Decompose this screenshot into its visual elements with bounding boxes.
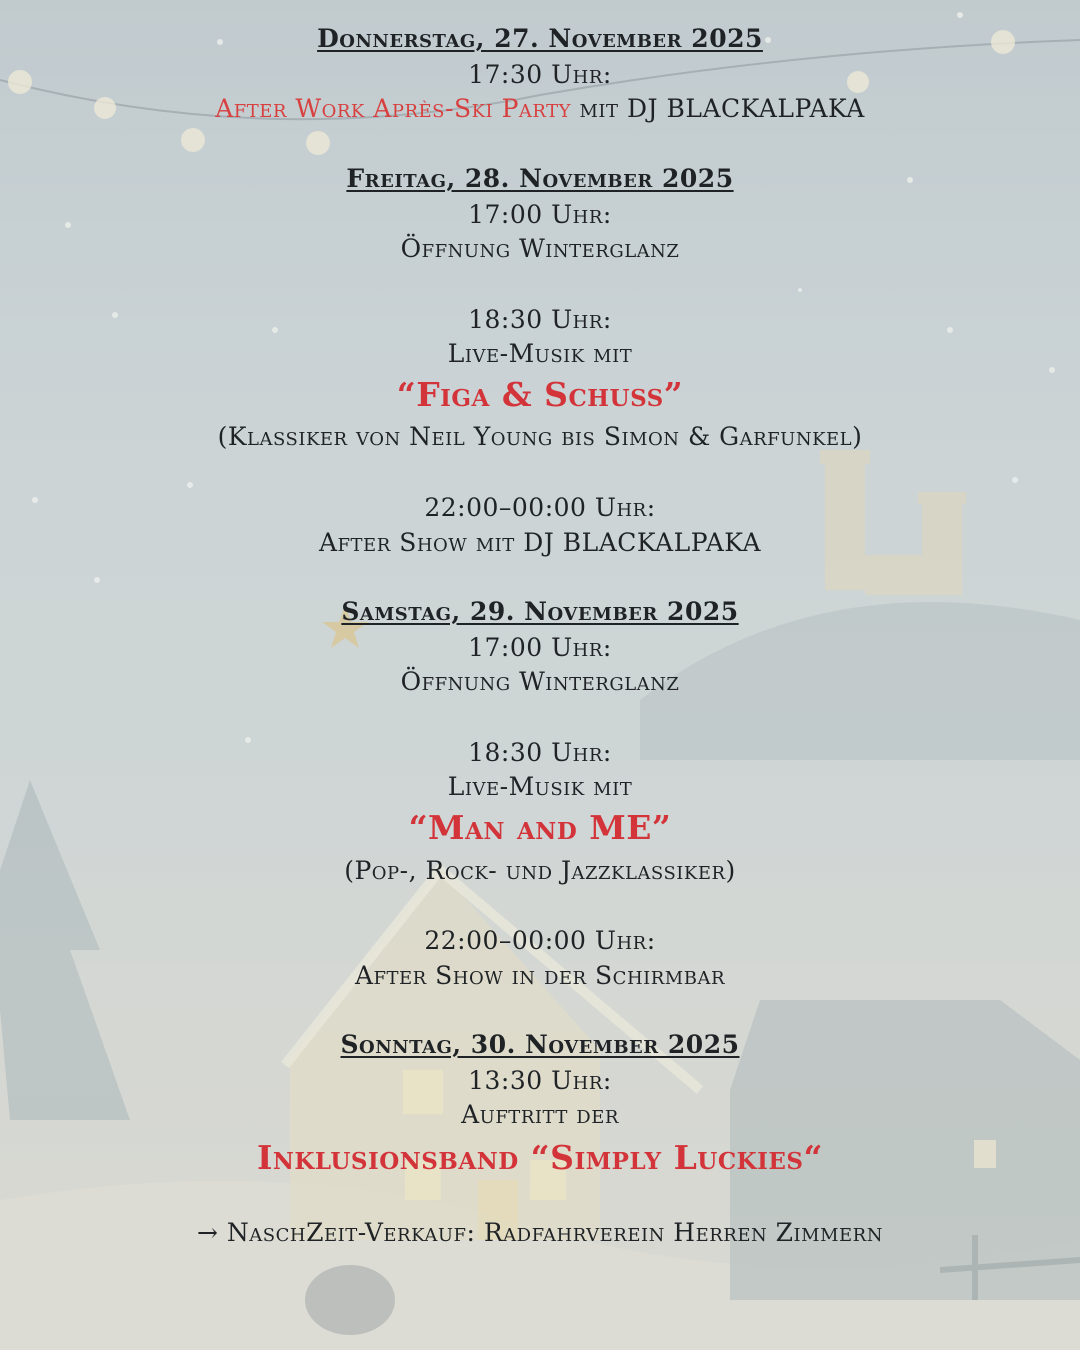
event-description: Auftritt der [461,1100,619,1129]
band-name: “Man and ME” [408,808,672,847]
event-time: 18:30 Uhr: [468,305,612,334]
event-description: After Show mit DJ BLACKALPAKA [319,528,761,557]
event-time: 22:00–00:00 Uhr: [424,926,656,955]
event-description: Live-Musik mit [447,339,633,368]
event-time: 17:00 Uhr: [468,200,612,229]
day-heading: Sonntag, 30. November 2025 [340,1030,740,1059]
event-time: 17:00 Uhr: [468,633,612,662]
footer-note: → NaschZeit-Verkauf: Radfahrverein Herren Zimmern [197,1218,883,1247]
event-time: 18:30 Uhr: [468,738,612,767]
band-name: Inklusionsband “Simply Luckies“ [256,1138,824,1177]
event-description: Öffnung Winterglanz [400,234,680,263]
day-heading: Samstag, 29. November 2025 [341,597,739,626]
band-name: “Figa & Schuss” [396,375,684,414]
event-performer: mit DJ BLACKALPAKA [571,94,865,123]
band-note: (Pop-, Rock- und Jazzklassiker) [344,856,736,885]
event-description: Live-Musik mit [447,772,633,801]
event-title: After Work Après-Ski Party [215,94,572,123]
event-time: 22:00–00:00 Uhr: [424,493,656,522]
band-note: (Klassiker von Neil Young bis Simon & Garfunkel) [217,422,863,451]
day-heading: Freitag, 28. November 2025 [346,164,734,193]
event-time: 17:30 Uhr: [468,60,612,89]
event-time: 13:30 Uhr: [468,1066,612,1095]
event-description: Öffnung Winterglanz [400,667,680,696]
event-description: After Show in der Schirmbar [354,961,726,990]
event-line [0,94,1080,123]
day-heading: Donnerstag, 27. November 2025 [317,24,763,53]
